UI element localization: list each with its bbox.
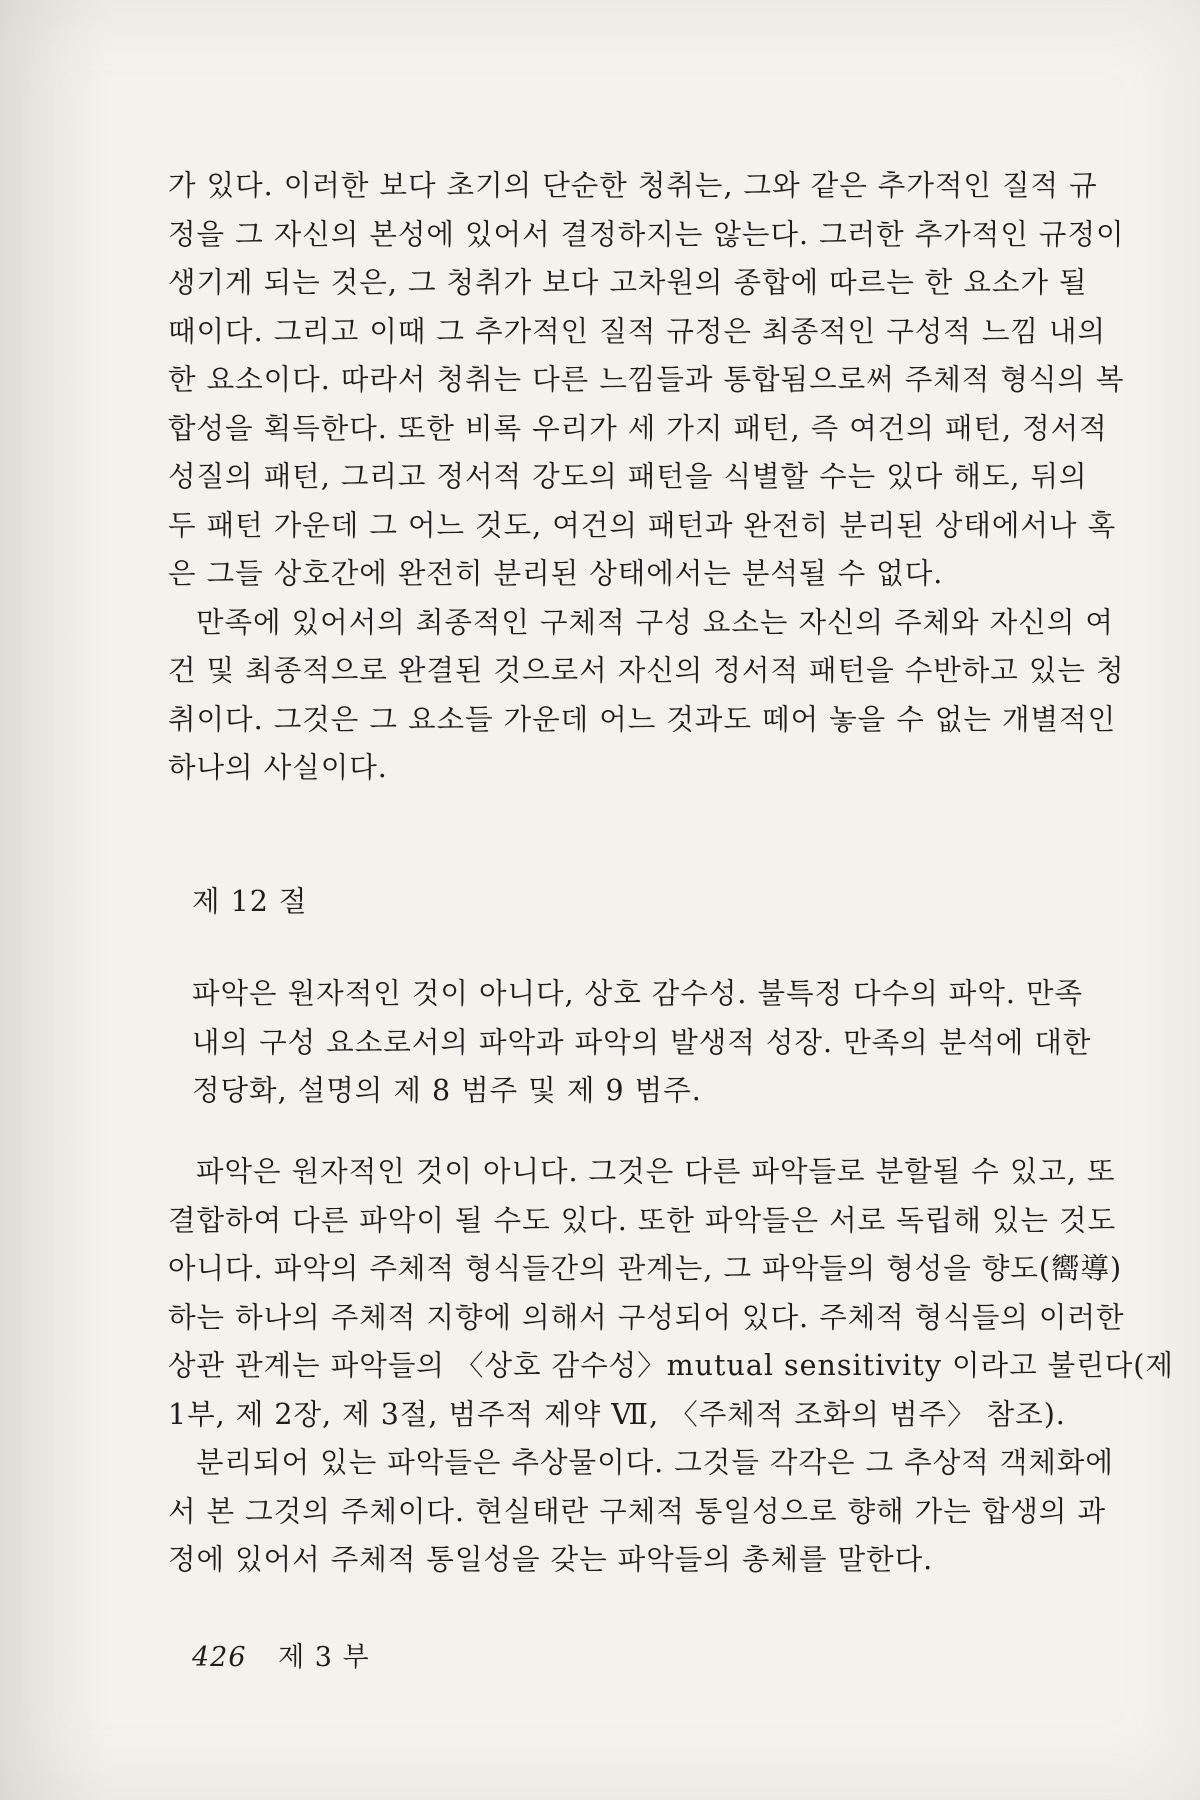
text-line: 때이다. 그리고 이때 그 추가적인 질적 규정은 최종적인 구성적 느낌 내의 [168, 314, 1107, 348]
text-line: 분리되어 있는 파악들은 추상물이다. 그것들 각각은 그 추상적 객체화에 [196, 1446, 1114, 1479]
text-line: 건 및 최종적으로 완결된 것으로서 자신의 정서적 패턴을 수반하고 있는 청 [168, 654, 1125, 687]
text-line: 정을 그 자신의 본성에 있어서 결정하지는 않는다. 그러한 추가적인 규정이 [168, 217, 1125, 251]
text-line: 생기게 되는 것은, 그 청취가 보다 고차원의 종합에 따르는 한 요소가 될 [168, 266, 1088, 299]
part-label: 제 3 부 [278, 1642, 370, 1673]
section-summary [192, 970, 1092, 1116]
text-line: 만족에 있어서의 최종적인 구체적 구성 요소는 자신의 주체와 자신의 여 [196, 605, 1114, 639]
body-paragraphs [168, 1148, 1174, 1585]
text-line: 정에 있어서 주체적 통일성을 갖는 파악들의 총체를 말한다. [168, 1543, 934, 1576]
text-line: 은 그들 상호간에 완전히 분리된 상태에서는 분석될 수 없다. [168, 557, 944, 590]
text-line: 가 있다. 이러한 보다 초기의 단순한 청취는, 그와 같은 추가적인 질적 규 [168, 169, 1098, 202]
text-line: 성질의 패턴, 그리고 정서적 강도의 패턴을 식별할 수는 있다 해도, 뒤의 [168, 460, 1088, 493]
text-line: 합성을 획득한다. 또한 비록 우리가 세 가지 패턴, 즉 여건의 패턴, 정서적 [168, 411, 1108, 445]
text-line: 하나의 사실이다. [168, 751, 388, 784]
text-line: 취이다. 그것은 그 요소들 가운데 어느 것과도 떼어 놓을 수 없는 개별적인 [168, 702, 1117, 736]
text-line: 한 요소이다. 따라서 청취는 다른 느낌들과 통합됨으로써 주체적 형식의 복 [168, 363, 1125, 396]
section-heading: 제 12 절 [192, 885, 308, 918]
summary-line: 내의 구성 요소로서의 파악과 파악의 발생적 성장. 만족의 분석에 대한 [192, 1025, 1092, 1059]
text-line: 1부, 제 2장, 제 3절, 범주적 제약 Ⅶ, 〈주체적 조화의 범주〉 참조). [168, 1397, 1066, 1431]
page-footer [192, 1640, 370, 1676]
text-line: 상관 관계는 파악들의 〈상호 감수성〉mutual sensitivity 이라고 불린다(제 [168, 1349, 1174, 1382]
text-line: 결합하여 다른 파악이 될 수도 있다. 또한 파악들은 서로 독립해 있는 것도 [168, 1203, 1117, 1237]
summary-line: 정당화, 설명의 제 8 범주 및 제 9 범주. [192, 1074, 702, 1107]
text-line: 파악은 원자적인 것이 아니다. 그것은 다른 파악들로 분할될 수 있고, 또 [196, 1155, 1116, 1188]
text-line: 아니다. 파악의 주체적 형식들간의 관계는, 그 파악들의 형성을 향도(嚮導) [168, 1252, 1123, 1285]
text-line: 서 본 그것의 주체이다. 현실태란 구체적 통일성으로 향해 가는 합생의 과 [168, 1494, 1107, 1528]
page-number: 426 [192, 1642, 247, 1673]
summary-line: 파악은 원자적인 것이 아니다, 상호 감수성. 불특정 다수의 파악. 만족 [192, 977, 1084, 1010]
binding-shadow [0, 0, 110, 1800]
top-paragraphs [168, 162, 1125, 793]
text-line: 하는 하나의 주체적 지향에 의해서 구성되어 있다. 주체적 형식들의 이러한 [168, 1300, 1125, 1334]
text-line: 두 패턴 가운데 그 어느 것도, 여건의 패턴과 완전히 분리된 상태에서나 혹 [168, 508, 1117, 542]
